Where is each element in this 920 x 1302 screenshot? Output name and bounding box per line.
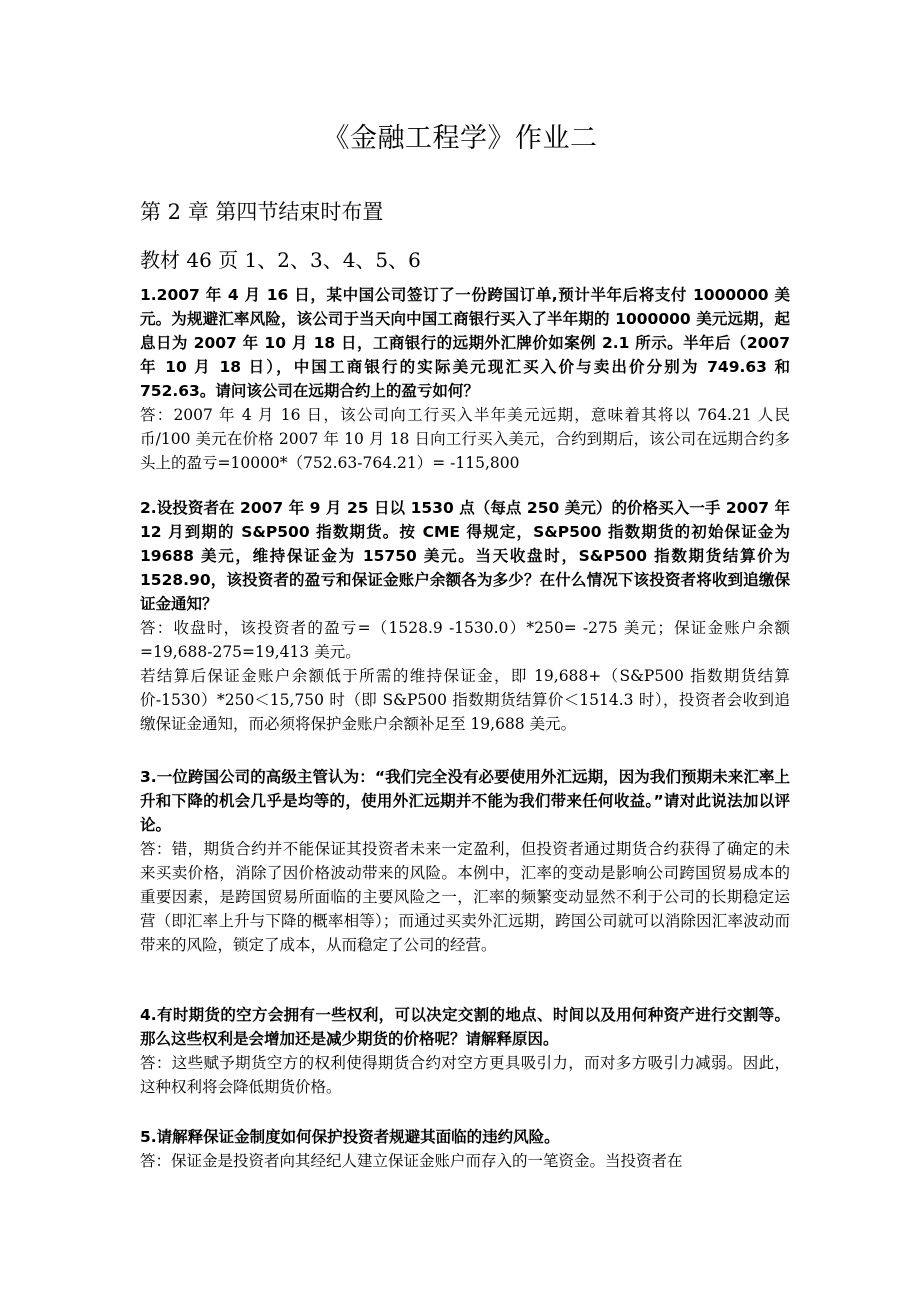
question-block-3 [140, 765, 790, 957]
question-text: 2.设投资者在 2007 年 9 月 25 日以 1530 点（每点 250 美元）的价格买入一手 2007 年 12 月到期的 S&P500 指数期货。按 CME 得规定，S&P500 指数期货的初始保证金为 19688 美元，维持保证金为 15750 美元。当天收盘时，S&P500 指数期货结算价为 1528.90，该投资者的盈亏和保证金账户余额各为多少？在什么情况下该投资者将收到追缴保证金通知？ [140, 499, 790, 613]
question-text: 4.有时期货的空方会拥有一些权利，可以决定交割的地点、时间以及用何种资产进行交割等。那么这些权利是会增加还是减少期货的价格呢？请解释原因。 [140, 1006, 790, 1048]
answer-text: 答：2007 年 4 月 16 日，该公司向工行买入半年美元远期，意味着其将以 764.21 人民币/100 美元在价格 2007 年 10 月 18 日向工行买入美元，合约到期后，该公司在远期合约多头上的盈亏=10000*（752.63-764.21）= -115,800 [140, 406, 790, 472]
question-text: 3.一位跨国公司的高级主管认为：“我们完全没有必要使用外汇远期，因为我们预期未来汇率上升和下降的机会几乎是均等的，使用外汇远期并不能为我们带来任何收益。”请对此说法加以评论。 [140, 768, 790, 834]
question-block-2 [140, 496, 790, 736]
section-heading: 第 2 章 第四节结束时布置 [140, 200, 384, 224]
assignment-heading: 教材 46 页 1、2、3、4、5、6 [140, 248, 421, 272]
answer-text: 答：这些赋予期货空方的权利使得期货合约对空方更具吸引力，而对多方吸引力减弱。因此，这种权利将会降低期货价格。 [140, 1054, 790, 1096]
question-text: 5.请解释保证金制度如何保护投资者规避其面临的违约风险。 [140, 1128, 560, 1146]
answer-text: 答：收盘时，该投资者的盈亏=（1528.9 -1530.0）*250= -275 美元；保证金账户余额=19,688-275=19,413 美元。 [140, 619, 790, 661]
answer-text: 答：错，期货合约并不能保证其投资者未来一定盈利，但投资者通过期货合约获得了确定的未来买卖价格，消除了因价格波动带来的风险。本例中，汇率的变动是影响公司跨国贸易成本的重要因素，是跨国贸易所面临的主要风险之一，汇率的频繁变动显然不利于公司的长期稳定运营（即汇率上升与下降的概率相等）；而通过买卖外汇远期，跨国公司就可以消除因汇率波动而带来的风险，锁定了成本，从而稳定了公司的经营。 [140, 840, 790, 954]
question-block-1 [140, 283, 790, 475]
answer-text: 答：保证金是投资者向其经纪人建立保证金账户而存入的一笔资金。当投资者在 [140, 1152, 683, 1170]
answer-text-continued: 若结算后保证金账户余额低于所需的维持保证金，即 19,688+（S&P500 指数期货结算价-1530）*250＜15,750 时（即 S&P500 指数期货结算价＜1514.3 时），投资者会收到追缴保证金通知，而必须将保护金账户余额补足至 19,688 美元。 [140, 667, 790, 733]
document-title: 《金融工程学》作业二 [322, 123, 598, 154]
question-text: 1.2007 年 4 月 16 日，某中国公司签订了一份跨国订单,预计半年后将支付 1000000 美元。为规避汇率风险，该公司于当天向中国工商银行买入了半年期的 1000000 美元远期，起息日为 2007 年 10 月 18 日，工商银行的远期外汇牌价如案例 2.1 所示。半年后（2007 年 10 月 18 日），中国工商银行的实际美元现汇买入价与卖出价分别为 749.63 和 752.63。请问该公司在远期合约上的盈亏如何？ [140, 286, 790, 400]
question-block-4 [140, 1003, 790, 1099]
question-block-5 [140, 1125, 790, 1173]
